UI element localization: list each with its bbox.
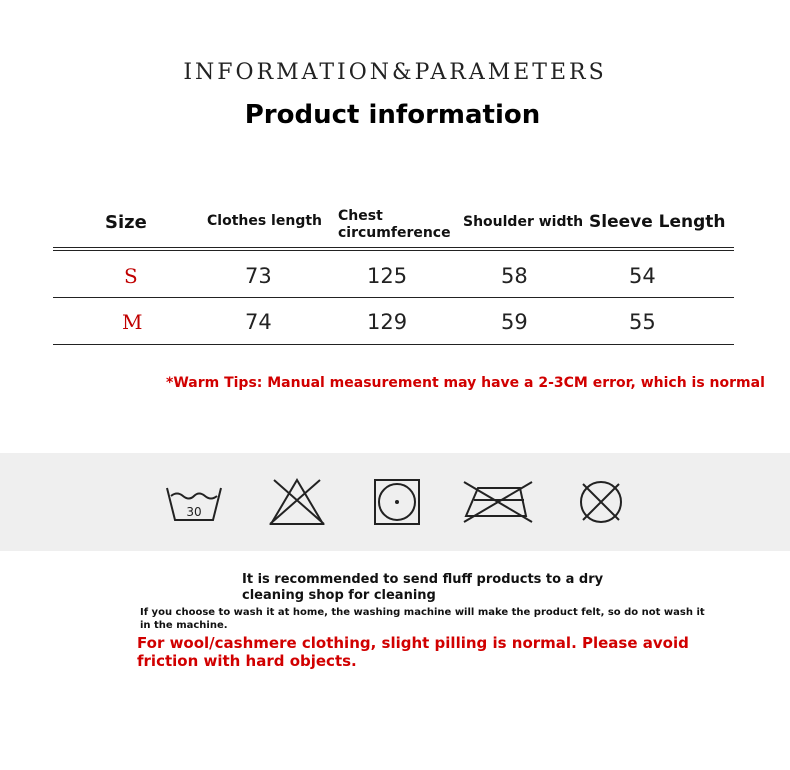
warm-tip: *Warm Tips: Manual measurement may have a 2-3CM error, which is normal — [166, 375, 765, 391]
do-not-dry-clean-icon — [577, 478, 625, 526]
row-size-m: M — [122, 310, 143, 334]
do-not-bleach-icon — [266, 476, 328, 528]
table-top-rule-2 — [53, 250, 734, 251]
row-m-chest: 129 — [367, 310, 408, 334]
row-s-sleeve: 54 — [629, 264, 656, 288]
table-top-rule — [53, 247, 734, 248]
header-chest-line2: circumference — [338, 225, 451, 241]
section-title: INFORMATION&PARAMETERS — [183, 60, 607, 85]
dry-clean-recommendation: It is recommended to send fluff products to a dry cleaning shop for cleaning — [242, 572, 604, 603]
header-clothes-length: Clothes length — [207, 213, 322, 229]
page-title: Product information — [244, 100, 541, 130]
row-s-shoulder: 58 — [501, 264, 528, 288]
header-size: Size — [105, 212, 147, 233]
row-m-clothes-length: 74 — [245, 310, 272, 334]
wash-temperature: 30 — [186, 505, 202, 519]
row-m-shoulder: 59 — [501, 310, 528, 334]
hand-wash-30-icon — [163, 482, 225, 524]
header-chest-line1: Chest — [338, 208, 383, 224]
home-wash-note: If you choose to wash it at home, the washing machine will make the product felt, so do not wash it in the machine. — [140, 607, 705, 631]
header-chest-circumference — [338, 208, 451, 242]
row-size-s: S — [124, 264, 138, 288]
table-row-divider — [53, 297, 734, 298]
row-m-sleeve: 55 — [629, 310, 656, 334]
header-shoulder-width: Shoulder width — [463, 214, 584, 230]
table-bottom-rule — [53, 344, 734, 345]
tumble-dry-icon — [373, 478, 421, 526]
row-s-chest: 125 — [367, 264, 408, 288]
header-sleeve-length: Sleeve Length — [589, 212, 726, 232]
row-s-clothes-length: 73 — [245, 264, 272, 288]
pilling-note: For wool/cashmere clothing, slight pilling is normal. Please avoid friction with hard objects. — [137, 634, 689, 670]
do-not-iron-icon — [460, 478, 536, 526]
